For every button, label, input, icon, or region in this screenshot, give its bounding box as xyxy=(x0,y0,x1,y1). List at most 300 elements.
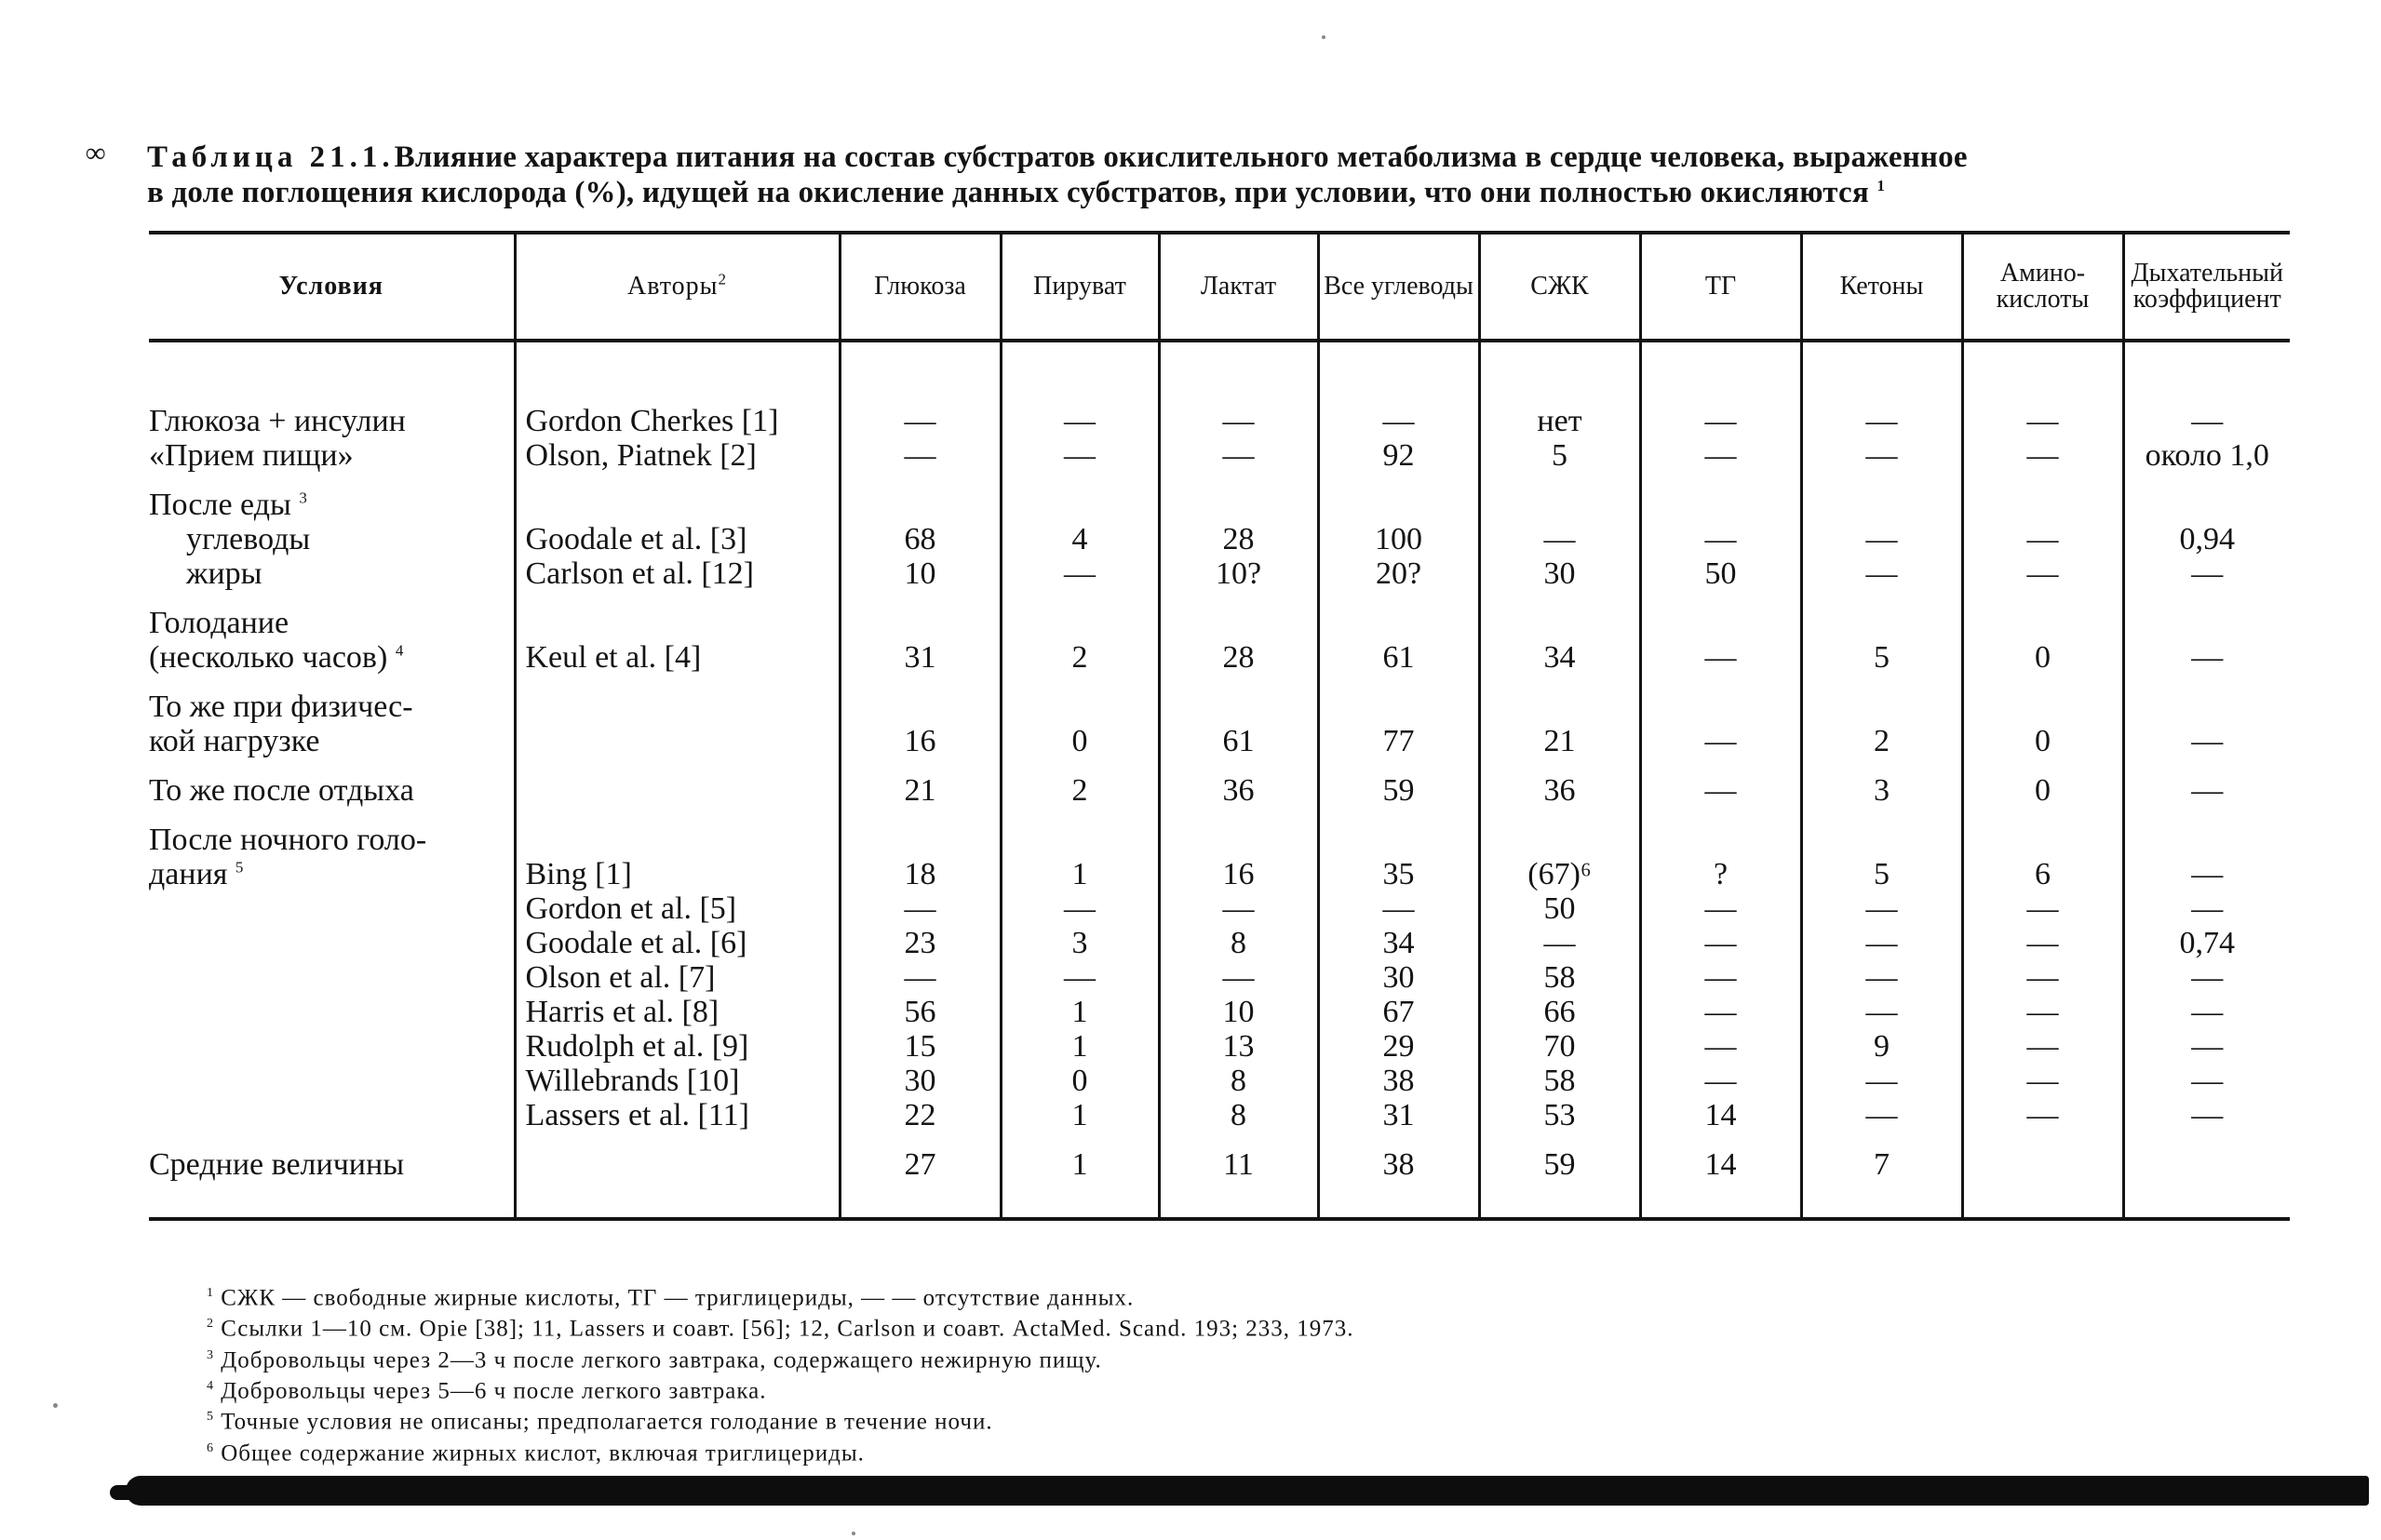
value-cell: 1 xyxy=(1001,1098,1159,1132)
condition-cell xyxy=(149,891,515,926)
value-cell: 14 xyxy=(1640,1098,1801,1132)
spacer-cell xyxy=(1318,341,1479,389)
value-cell: 13 xyxy=(1159,1029,1318,1064)
value-cell: 38 xyxy=(1318,1064,1479,1098)
author-cell: Goodale et al. [6] xyxy=(515,926,840,960)
value-cell: 5 xyxy=(1479,438,1640,473)
value-cell: 8 xyxy=(1159,1064,1318,1098)
value-cell xyxy=(2123,675,2290,724)
value-cell xyxy=(2123,1132,2290,1219)
value-cell: — xyxy=(840,891,1001,926)
condition-cell xyxy=(149,857,515,891)
value-cell: — xyxy=(1001,438,1159,473)
value-cell: 38 xyxy=(1318,1132,1479,1219)
footnote xyxy=(207,1404,2254,1435)
value-cell: 53 xyxy=(1479,1098,1640,1132)
table-row xyxy=(149,808,2290,857)
value-cell: — xyxy=(1801,926,1962,960)
value-cell: — xyxy=(1962,1064,2123,1098)
value-cell: — xyxy=(1962,522,2123,556)
table-row xyxy=(149,1064,2290,1098)
condition-cell xyxy=(149,1029,515,1064)
condition-cell xyxy=(149,591,515,640)
value-cell xyxy=(1159,473,1318,522)
value-cell: 35 xyxy=(1318,857,1479,891)
author-cell: Willebrands [10] xyxy=(515,1064,840,1098)
value-cell: — xyxy=(1962,556,2123,591)
value-cell: — xyxy=(1801,1098,1962,1132)
value-cell: 92 xyxy=(1318,438,1479,473)
condition-text: «Прием пищи» xyxy=(149,438,354,473)
author-cell xyxy=(515,591,840,640)
value-cell: 56 xyxy=(840,995,1001,1029)
condition-cell xyxy=(149,1132,515,1219)
value-cell: — xyxy=(1640,926,1801,960)
value-cell: — xyxy=(1640,891,1801,926)
caption-line-2 xyxy=(147,175,2288,210)
author-cell: Goodale et al. [3] xyxy=(515,522,840,556)
table-row xyxy=(149,522,2290,556)
value-cell: — xyxy=(1962,960,2123,995)
value-cell: 10 xyxy=(840,556,1001,591)
value-cell: — xyxy=(1318,389,1479,438)
scan-speck xyxy=(53,1403,58,1408)
condition-text: жиры xyxy=(186,556,262,591)
value-cell: 2 xyxy=(1001,640,1159,675)
value-cell: — xyxy=(1640,758,1801,808)
col-header-ffa xyxy=(1479,233,1640,341)
value-cell xyxy=(1318,591,1479,640)
col-header-footnote-mark: 2 xyxy=(718,270,727,288)
footnote-text: Точные условия не описаны; предполагается голодание в течение ночи. xyxy=(221,1409,993,1435)
value-cell: — xyxy=(1801,389,1962,438)
value-cell: 58 xyxy=(1479,960,1640,995)
table-row xyxy=(149,1132,2290,1219)
table-row xyxy=(149,1029,2290,1064)
value-cell: 61 xyxy=(1159,724,1318,758)
condition-cell xyxy=(149,960,515,995)
value-cell xyxy=(1318,675,1479,724)
table-row xyxy=(149,724,2290,758)
col-header-pyruvate xyxy=(1001,233,1159,341)
condition-text: (несколько часов) xyxy=(149,640,388,675)
col-header-conditions xyxy=(149,233,515,341)
value-cell: 10? xyxy=(1159,556,1318,591)
value-cell: 1 xyxy=(1001,1132,1159,1219)
value-cell: — xyxy=(1318,891,1479,926)
value-cell: 15 xyxy=(840,1029,1001,1064)
table-row xyxy=(149,926,2290,960)
value-cell: — xyxy=(1479,522,1640,556)
scan-speck xyxy=(852,1532,855,1535)
author-cell xyxy=(515,758,840,808)
caption-line-1 xyxy=(147,140,2288,175)
value-cell xyxy=(1001,808,1159,857)
value-cell: 5 xyxy=(1801,640,1962,675)
value-cell: 2 xyxy=(1801,724,1962,758)
value-cell: 0 xyxy=(1001,724,1159,758)
table-row xyxy=(149,891,2290,926)
col-header-tg xyxy=(1640,233,1801,341)
condition-text: углеводы xyxy=(186,522,311,556)
value-cell: — xyxy=(2123,1064,2290,1098)
value-cell: — xyxy=(1962,438,2123,473)
value-cell: — xyxy=(1801,1064,1962,1098)
value-cell: 20? xyxy=(1318,556,1479,591)
spacer-cell xyxy=(1801,341,1962,389)
col-header-label: СЖК xyxy=(1530,272,1589,301)
spacer-cell xyxy=(1001,341,1159,389)
condition-cell xyxy=(149,724,515,758)
table-row xyxy=(149,389,2290,438)
value-cell: — xyxy=(1962,995,2123,1029)
value-cell: — xyxy=(2123,556,2290,591)
value-cell: 50 xyxy=(1640,556,1801,591)
value-cell: — xyxy=(1801,556,1962,591)
value-cell: — xyxy=(1801,522,1962,556)
value-cell: 10 xyxy=(1159,995,1318,1029)
table-row xyxy=(149,960,2290,995)
value-cell: — xyxy=(1159,891,1318,926)
table-row xyxy=(149,473,2290,522)
table-header xyxy=(149,233,2290,341)
value-cell: — xyxy=(840,389,1001,438)
condition-cell xyxy=(149,389,515,438)
value-cell: — xyxy=(1159,389,1318,438)
substrate-table xyxy=(149,231,2290,1221)
value-cell xyxy=(1479,591,1640,640)
col-header-authors xyxy=(515,233,840,341)
value-cell xyxy=(1159,591,1318,640)
footnote-text: СЖК — свободные жирные кислоты, ТГ — триглицериды, — — отсутствие данных. xyxy=(221,1285,1135,1311)
col-header-label: Кетоны xyxy=(1839,272,1924,301)
table-row xyxy=(149,675,2290,724)
value-cell xyxy=(1640,675,1801,724)
value-cell: 4 xyxy=(1001,522,1159,556)
value-cell: — xyxy=(1001,891,1159,926)
data-table-wrapper xyxy=(149,231,2290,1221)
spacer-cell xyxy=(149,341,515,389)
spacer-cell xyxy=(840,341,1001,389)
value-cell: 66 xyxy=(1479,995,1640,1029)
value-cell: — xyxy=(1640,1029,1801,1064)
condition-cell xyxy=(149,808,515,857)
value-cell xyxy=(2123,473,2290,522)
value-cell: 36 xyxy=(1479,758,1640,808)
author-cell xyxy=(515,473,840,522)
value-cell: 3 xyxy=(1801,758,1962,808)
footnote-mark: 1 xyxy=(207,1286,214,1300)
value-cell: 67 xyxy=(1318,995,1479,1029)
col-header-all-carbs xyxy=(1318,233,1479,341)
value-cell xyxy=(840,675,1001,724)
value-cell: — xyxy=(1640,1064,1801,1098)
value-cell: — xyxy=(1801,438,1962,473)
value-cell: — xyxy=(1962,1098,2123,1132)
value-cell: 8 xyxy=(1159,926,1318,960)
value-cell xyxy=(1479,473,1640,522)
value-cell: 31 xyxy=(840,640,1001,675)
condition-cell xyxy=(149,1098,515,1132)
footnote xyxy=(207,1373,2254,1404)
value-cell xyxy=(1962,591,2123,640)
value-cell: 16 xyxy=(1159,857,1318,891)
value-cell: 59 xyxy=(1479,1132,1640,1219)
value-cell: 30 xyxy=(1479,556,1640,591)
condition-cell xyxy=(149,522,515,556)
value-cell: — xyxy=(2123,758,2290,808)
value-cell: 50 xyxy=(1479,891,1640,926)
value-cell: — xyxy=(840,960,1001,995)
value-cell: (67)⁶ xyxy=(1479,857,1640,891)
value-cell: — xyxy=(2123,724,2290,758)
caption-title-part-2: в доле поглощения кислорода (%), идущей на окисление данных субстратов, при условии, что они полностью окисляются xyxy=(147,176,1869,209)
condition-text: После еды xyxy=(149,488,291,522)
value-cell xyxy=(1001,675,1159,724)
value-cell: — xyxy=(840,438,1001,473)
condition-cell xyxy=(149,926,515,960)
condition-footnote-mark: 3 xyxy=(299,489,307,507)
spacer-cell xyxy=(1962,341,2123,389)
header-row xyxy=(149,233,2290,341)
author-cell: Gordon et al. [5] xyxy=(515,891,840,926)
condition-text: дания xyxy=(149,857,228,891)
value-cell xyxy=(1801,808,1962,857)
footnote-text: Ссылки 1—10 см. Opie [38]; 11, Lassers и соавт. [56]; 12, Carlson и соавт. ActaMed. Scand. 193; 233, 1973. xyxy=(221,1316,1354,1342)
value-cell: — xyxy=(2123,389,2290,438)
value-cell xyxy=(1318,473,1479,522)
value-cell: 70 xyxy=(1479,1029,1640,1064)
spacer-row xyxy=(149,341,2290,389)
value-cell: 23 xyxy=(840,926,1001,960)
table-caption xyxy=(147,140,2288,210)
value-cell: 3 xyxy=(1001,926,1159,960)
value-cell: — xyxy=(1001,556,1159,591)
value-cell xyxy=(1001,591,1159,640)
spacer-cell xyxy=(1159,341,1318,389)
value-cell: 58 xyxy=(1479,1064,1640,1098)
value-cell xyxy=(1962,675,2123,724)
value-cell: — xyxy=(2123,857,2290,891)
condition-cell xyxy=(149,640,515,675)
value-cell: — xyxy=(1159,438,1318,473)
condition-cell xyxy=(149,675,515,724)
caption-title-part-1: Влияние характера питания на состав субстратов окислительного метаболизма в сердце человека, выраженное xyxy=(394,141,1968,174)
col-header-glucose xyxy=(840,233,1001,341)
value-cell: 9 xyxy=(1801,1029,1962,1064)
value-cell: 27 xyxy=(840,1132,1001,1219)
author-cell: Rudolph et al. [9] xyxy=(515,1029,840,1064)
value-cell xyxy=(1962,808,2123,857)
value-cell xyxy=(1640,808,1801,857)
value-cell: — xyxy=(2123,1098,2290,1132)
spacer-cell xyxy=(2123,341,2290,389)
author-cell: Carlson et al. [12] xyxy=(515,556,840,591)
value-cell: — xyxy=(1640,724,1801,758)
value-cell xyxy=(1001,473,1159,522)
value-cell: около 1,0 xyxy=(2123,438,2290,473)
value-cell: 30 xyxy=(840,1064,1001,1098)
footnote-text: Добровольцы через 2—3 ч после легкого завтрака, содержащего нежирную пищу. xyxy=(221,1346,1102,1373)
condition-text: Глюкоза + инсулин xyxy=(149,404,406,438)
col-header-ketones xyxy=(1801,233,1962,341)
value-cell: — xyxy=(2123,995,2290,1029)
value-cell: 29 xyxy=(1318,1029,1479,1064)
value-cell: 21 xyxy=(840,758,1001,808)
value-cell: 0 xyxy=(1001,1064,1159,1098)
value-cell: 14 xyxy=(1640,1132,1801,1219)
col-header-label: Амино-кислоты xyxy=(1996,259,2090,314)
value-cell xyxy=(1801,473,1962,522)
value-cell: — xyxy=(1962,389,2123,438)
value-cell: 61 xyxy=(1318,640,1479,675)
value-cell: 28 xyxy=(1159,522,1318,556)
author-cell: Lassers et al. [11] xyxy=(515,1098,840,1132)
value-cell xyxy=(1962,473,2123,522)
author-cell xyxy=(515,808,840,857)
value-cell: 0 xyxy=(1962,724,2123,758)
value-cell: 34 xyxy=(1479,640,1640,675)
col-header-label: Авторы xyxy=(627,272,719,301)
value-cell xyxy=(840,808,1001,857)
footnote-mark: 6 xyxy=(207,1440,214,1455)
value-cell: 0 xyxy=(1962,640,2123,675)
table-row xyxy=(149,995,2290,1029)
col-header-label: Условия xyxy=(278,272,383,301)
table-row xyxy=(149,857,2290,891)
col-header-label: Лактат xyxy=(1200,272,1277,301)
footnote xyxy=(207,1280,2254,1311)
condition-text: Средние величины xyxy=(149,1147,405,1182)
author-cell: Keul et al. [4] xyxy=(515,640,840,675)
footnote xyxy=(207,1343,2254,1373)
col-header-label: ТГ xyxy=(1704,272,1737,301)
value-cell: ? xyxy=(1640,857,1801,891)
col-header-label: Пируват xyxy=(1033,272,1126,301)
value-cell: — xyxy=(1801,960,1962,995)
value-cell: — xyxy=(2123,960,2290,995)
footnotes xyxy=(207,1280,2254,1466)
table-row xyxy=(149,438,2290,473)
condition-text: После ночного голо- xyxy=(149,823,427,857)
value-cell: — xyxy=(1640,522,1801,556)
author-cell: Harris et al. [8] xyxy=(515,995,840,1029)
spacer-cell xyxy=(1640,341,1801,389)
value-cell: — xyxy=(2123,891,2290,926)
condition-text: Голодание xyxy=(149,606,289,640)
value-cell: 68 xyxy=(840,522,1001,556)
value-cell: 6 xyxy=(1962,857,2123,891)
value-cell: 0,94 xyxy=(2123,522,2290,556)
value-cell: 1 xyxy=(1001,995,1159,1029)
col-header-label: Глюкоза xyxy=(874,272,966,301)
value-cell: нет xyxy=(1479,389,1640,438)
value-cell: — xyxy=(1640,640,1801,675)
value-cell: — xyxy=(1640,995,1801,1029)
value-cell: 100 xyxy=(1318,522,1479,556)
value-cell: 2 xyxy=(1001,758,1159,808)
condition-footnote-mark: 5 xyxy=(235,858,244,877)
condition-text: кой нагрузке xyxy=(149,724,320,758)
author-cell: Bing [1] xyxy=(515,857,840,891)
value-cell xyxy=(2123,808,2290,857)
author-cell: Olson, Piatnek [2] xyxy=(515,438,840,473)
value-cell: 22 xyxy=(840,1098,1001,1132)
value-cell: — xyxy=(2123,640,2290,675)
spacer-cell xyxy=(1479,341,1640,389)
value-cell: 77 xyxy=(1318,724,1479,758)
value-cell xyxy=(1479,808,1640,857)
footnote-text: Добровольцы через 5—6 ч после легкого завтрака. xyxy=(221,1378,767,1404)
value-cell: 36 xyxy=(1159,758,1318,808)
value-cell: — xyxy=(1801,891,1962,926)
value-cell: — xyxy=(2123,1029,2290,1064)
value-cell: — xyxy=(1962,926,2123,960)
col-header-amino-acids xyxy=(1962,233,2123,341)
footnote-mark: 2 xyxy=(207,1317,214,1332)
value-cell: 30 xyxy=(1318,960,1479,995)
value-cell: 0 xyxy=(1962,758,2123,808)
table-body xyxy=(149,341,2290,1219)
table-row xyxy=(149,758,2290,808)
footnote-mark: 5 xyxy=(207,1410,214,1425)
value-cell: 1 xyxy=(1001,1029,1159,1064)
value-cell: — xyxy=(1640,438,1801,473)
condition-cell xyxy=(149,438,515,473)
table-row xyxy=(149,640,2290,675)
value-cell: — xyxy=(1001,389,1159,438)
value-cell xyxy=(1479,675,1640,724)
value-cell: 59 xyxy=(1318,758,1479,808)
value-cell xyxy=(1159,675,1318,724)
condition-text: То же после отдыха xyxy=(149,773,414,808)
value-cell: 8 xyxy=(1159,1098,1318,1132)
value-cell: 1 xyxy=(1001,857,1159,891)
condition-cell xyxy=(149,473,515,522)
value-cell: — xyxy=(1801,995,1962,1029)
value-cell: — xyxy=(1962,891,2123,926)
value-cell: — xyxy=(1159,960,1318,995)
condition-text: То же при физичес- xyxy=(149,690,413,724)
author-cell xyxy=(515,1132,840,1219)
page-number: ∞ xyxy=(86,138,106,168)
value-cell: 11 xyxy=(1159,1132,1318,1219)
value-cell xyxy=(1318,808,1479,857)
spacer-cell xyxy=(515,341,840,389)
value-cell: — xyxy=(1640,389,1801,438)
condition-footnote-mark: 4 xyxy=(395,641,404,660)
value-cell: 16 xyxy=(840,724,1001,758)
footnote xyxy=(207,1436,2254,1466)
value-cell: — xyxy=(1479,926,1640,960)
value-cell xyxy=(1801,591,1962,640)
value-cell: 7 xyxy=(1801,1132,1962,1219)
footnote-mark: 4 xyxy=(207,1378,214,1393)
value-cell xyxy=(2123,591,2290,640)
value-cell xyxy=(1640,473,1801,522)
value-cell: 18 xyxy=(840,857,1001,891)
value-cell: 5 xyxy=(1801,857,1962,891)
col-header-resp-quotient xyxy=(2123,233,2290,341)
author-cell xyxy=(515,724,840,758)
scan-speck xyxy=(1322,35,1325,39)
footnote-text: Общее содержание жирных кислот, включая триглицериды. xyxy=(221,1440,865,1466)
footnote-mark: 3 xyxy=(207,1347,214,1362)
value-cell xyxy=(840,591,1001,640)
value-cell: — xyxy=(1962,1029,2123,1064)
col-header-label: Все углеводы xyxy=(1324,272,1473,301)
value-cell: 34 xyxy=(1318,926,1479,960)
